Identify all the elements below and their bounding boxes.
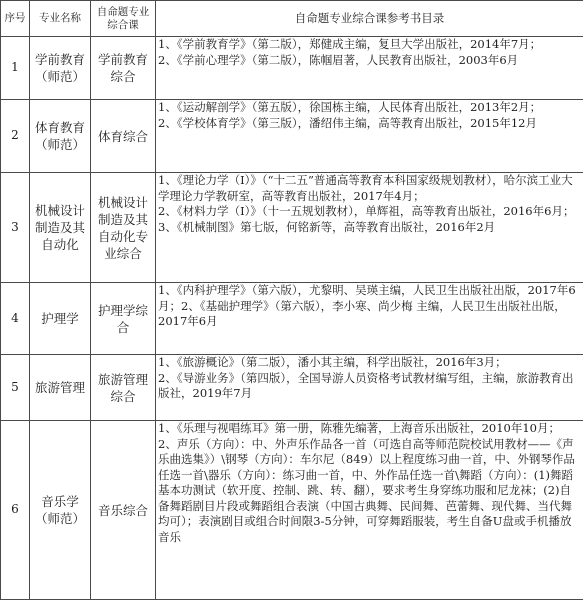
course-name: 旅游管理综合: [91, 355, 156, 421]
reference-item: 1、《旅游概论》（第二版），潘小其主编，科学出版社，2016年3月；: [158, 355, 581, 371]
header-course: 自命题专业综合课: [91, 1, 156, 37]
reference-list: [156, 37, 583, 100]
header-index: 序号: [1, 1, 30, 37]
reference-item: 1、《乐理与视唱练耳》第一册，陈雅先编著，上海音乐出版社，2010年10月；: [158, 421, 581, 437]
row-index: 3: [1, 173, 30, 283]
major-name: 护理学: [30, 283, 91, 355]
table-row: [1, 355, 583, 421]
reference-item: 3、《机械制图》第七版，何铭新等，高等教育出版社，2016年2月: [158, 220, 581, 236]
header-major: 专业名称: [30, 1, 91, 37]
course-name: 机械设计制造及其自动化专业综合: [91, 173, 156, 283]
reference-list: [156, 355, 583, 421]
row-index: 1: [1, 37, 30, 100]
row-index: 2: [1, 100, 30, 173]
major-name: 旅游管理: [30, 355, 91, 421]
reference-list: [156, 100, 583, 173]
table-row: [1, 173, 583, 283]
major-name: 体育教育（师范）: [30, 100, 91, 173]
reference-item: 2、《材料力学（Ⅰ）》（十一五规划教材），单辉祖，高等教育出版社，2016年6月；: [158, 204, 581, 220]
reference-item: 1、《理论力学（Ⅰ）》（“十二五”普通高等教育本科国家级规划教材），哈尔滨工业大学理论力学教研室，高等教育出版社，2017年4月；: [158, 173, 581, 204]
reference-list: [156, 173, 583, 283]
reference-list: [156, 421, 583, 600]
reference-item: 1、《内科护理学》（第六版），尤黎明、吴瑛主编，人民卫生出版社出版，2017年6月；2、《基础护理学》（第六版），李小寒、尚少梅 主编，人民卫生出版社出版，2017年6月: [158, 283, 581, 330]
reference-list: [156, 283, 583, 355]
reference-item: 2、《导游业务》（第四版），全国导游人员资格考试教材编写组，主编，旅游教育出版社，2019年7月: [158, 371, 581, 402]
reference-item: 1、《学前教育学》（第二版），郑健成主编，复旦大学出版社，2014年7月；: [158, 37, 581, 53]
major-name: 学前教育（师范）: [30, 37, 91, 100]
header-row: [1, 1, 583, 37]
table-row: [1, 283, 583, 355]
reference-item: 2、《学前心理学》（第二版），陈帼眉著，人民教育出版社，2003年6月: [158, 53, 581, 69]
course-name: 音乐综合: [91, 421, 156, 600]
table-row: [1, 37, 583, 100]
table-row: [1, 100, 583, 173]
reference-item: 1、《运动解剖学》（第五版），徐国栋主编，人民体育出版社，2013年2月；: [158, 100, 581, 116]
reference-item: 2、《学校体育学》（第三版），潘绍伟主编，高等教育出版社，2015年12月: [158, 116, 581, 132]
course-name: 护理学综合: [91, 283, 156, 355]
reference-item: 2、声乐（方向）：中、外声乐作品各一首（可选自高等师范院校试用教材——《声乐曲选集》）\钢琴（方向）：车尔尼（849）以上程度练习曲一首，中、外钢琴作品任选一首\器乐（方向）：练习曲一首，中、外作品任选一首\舞蹈（方向）：(1)舞蹈基本功测试（软开度、控制、跳、转、翻），要求考生身穿练功服和尼龙袜；(2)自备舞蹈剧目片段或舞蹈组合表演（中国古典舞、民间舞、芭蕾舞、现代舞、当代舞均可）；表演剧目或组合时间限3-5分钟，可穿舞蹈服装，考生自备U盘或手机播放音乐: [158, 437, 581, 546]
course-name: 体育综合: [91, 100, 156, 173]
course-name: 学前教育综合: [91, 37, 156, 100]
major-name: 机械设计制造及其自动化: [30, 173, 91, 283]
row-index: 4: [1, 283, 30, 355]
major-name: 音乐学（师范）: [30, 421, 91, 600]
row-index: 5: [1, 355, 30, 421]
header-refs: 自命题专业综合课参考书目录: [156, 1, 583, 37]
row-index: 6: [1, 421, 30, 600]
table-row: [1, 421, 583, 600]
